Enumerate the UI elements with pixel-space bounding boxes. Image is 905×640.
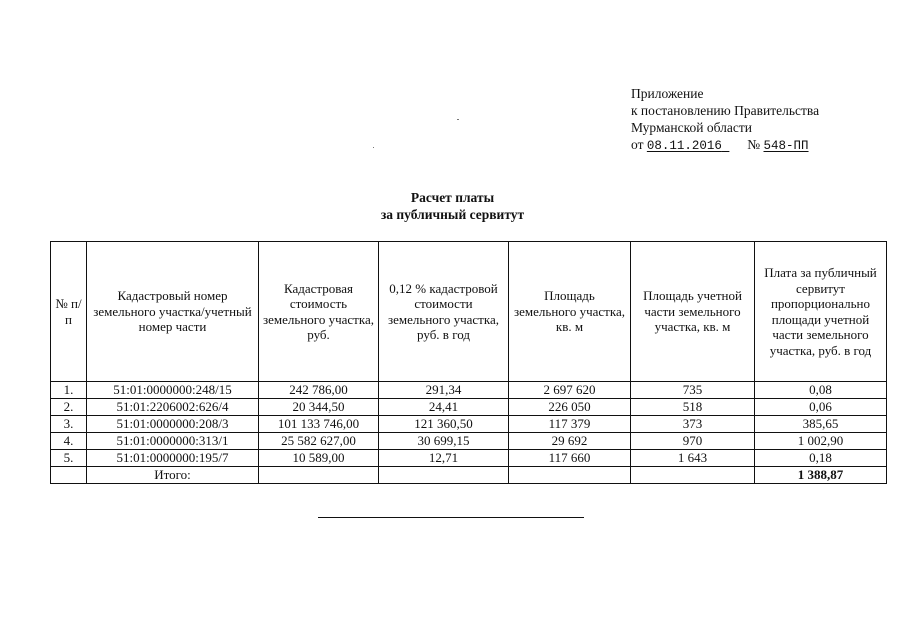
row-number-cell: 1. <box>51 382 87 399</box>
empty-cell <box>509 467 631 484</box>
plot-area-cell: 29 692 <box>509 433 631 450</box>
cadastral-value-cell: 25 582 627,00 <box>259 433 379 450</box>
cadastral-number-cell: 51:01:0000000:313/1 <box>87 433 259 450</box>
document-title <box>0 189 905 223</box>
table-row <box>51 382 887 399</box>
row-number-cell: 2. <box>51 399 87 416</box>
scan-speck <box>373 147 374 148</box>
cadastral-value-cell: 20 344,50 <box>259 399 379 416</box>
percent-value-cell: 30 699,15 <box>379 433 509 450</box>
fee-cell: 0,06 <box>755 399 887 416</box>
percent-value-cell: 12,71 <box>379 450 509 467</box>
empty-cell <box>631 467 755 484</box>
fee-cell: 0,08 <box>755 382 887 399</box>
cadastral-number-cell: 51:01:0000000:195/7 <box>87 450 259 467</box>
header-cell: 0,12 % кадастровой стоимости земельного участка, руб. в год <box>379 242 509 382</box>
number-prefix: № <box>747 137 761 152</box>
resolution-number: 548-ПП <box>763 139 809 153</box>
total-value: 1 388,87 <box>755 467 887 484</box>
header-cell: Кадастровый номер земельного участка/учетный номер части <box>87 242 259 382</box>
appendix-line-1: Приложение <box>631 86 704 101</box>
header-cell: № п/п <box>51 242 87 382</box>
plot-area-cell: 2 697 620 <box>509 382 631 399</box>
appendix-note <box>631 85 819 155</box>
appendix-line-2: к постановлению Правительства <box>631 103 820 118</box>
cadastral-value-cell: 10 589,00 <box>259 450 379 467</box>
plot-area-cell: 226 050 <box>509 399 631 416</box>
row-number-cell: 4. <box>51 433 87 450</box>
plot-area-cell: 117 379 <box>509 416 631 433</box>
part-area-cell: 373 <box>631 416 755 433</box>
cadastral-number-cell: 51:01:0000000:248/15 <box>87 382 259 399</box>
cadastral-value-cell: 101 133 746,00 <box>259 416 379 433</box>
table-row <box>51 433 887 450</box>
table-row <box>51 399 887 416</box>
table-row <box>51 416 887 433</box>
cadastral-number-cell: 51:01:0000000:208/3 <box>87 416 259 433</box>
fee-cell: 0,18 <box>755 450 887 467</box>
part-area-cell: 735 <box>631 382 755 399</box>
empty-cell <box>379 467 509 484</box>
scan-speck <box>457 119 459 120</box>
row-number-cell: 3. <box>51 416 87 433</box>
fee-cell: 385,65 <box>755 416 887 433</box>
header-cell: Площадь учетной части земельного участка, кв. м <box>631 242 755 382</box>
part-area-cell: 518 <box>631 399 755 416</box>
appendix-resolution-line <box>631 136 819 155</box>
title-line-1: Расчет платы <box>410 190 495 205</box>
header-cell: Плата за публичный сервитут пропорционально площади учетной части земельного участка, руб. в год <box>755 242 887 382</box>
header-cell: Площадь земельного участка, кв. м <box>509 242 631 382</box>
title-line-2: за публичный сервитут <box>380 207 525 222</box>
table-row <box>51 450 887 467</box>
closing-divider <box>318 517 584 518</box>
table-header-row <box>51 242 887 382</box>
percent-value-cell: 24,41 <box>379 399 509 416</box>
part-area-cell: 970 <box>631 433 755 450</box>
empty-cell <box>51 467 87 484</box>
header-cell: Кадастровая стоимость земельного участка, руб. <box>259 242 379 382</box>
resolution-date: 08.11.2016 <box>646 139 722 153</box>
appendix-line-3: Мурманской области <box>631 120 752 135</box>
cadastral-number-cell: 51:01:2206002:626/4 <box>87 399 259 416</box>
empty-cell <box>259 467 379 484</box>
percent-value-cell: 121 360,50 <box>379 416 509 433</box>
total-label: Итого: <box>87 467 259 484</box>
from-prefix: от <box>631 137 644 152</box>
percent-value-cell: 291,34 <box>379 382 509 399</box>
part-area-cell: 1 643 <box>631 450 755 467</box>
fee-cell: 1 002,90 <box>755 433 887 450</box>
plot-area-cell: 117 660 <box>509 450 631 467</box>
cadastral-value-cell: 242 786,00 <box>259 382 379 399</box>
total-row <box>51 467 887 484</box>
servitude-calculation-table <box>50 241 887 484</box>
row-number-cell: 5. <box>51 450 87 467</box>
